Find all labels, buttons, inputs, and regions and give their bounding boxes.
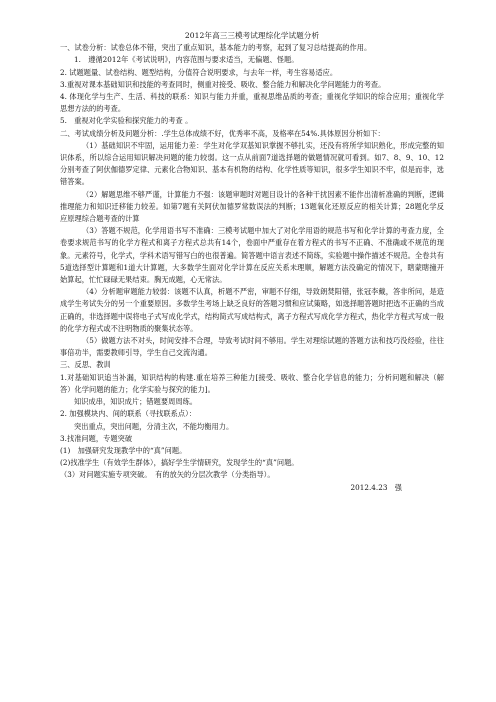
paragraph-reflection-3: 3.找准问题，专题突破 xyxy=(60,433,133,443)
paragraph-item-3: 3.重视对课本基础知识和技能的考查同时，侧重对接受、吸收、整合能力和解决化学问题能力的考查。 xyxy=(60,79,386,89)
paragraph-section-1-heading: 一、试卷分析：试卷总体不错，突出了重点知识，基本能力的考察，起到了复习总结提高的作用。 xyxy=(60,43,372,53)
paragraph-item-4: 4. 体现化学与生产、生活、科技的联系：知识与能力并重，重视思维品质的考查；重视化学知识的综合应用；重视化学思想方法的的考查。 xyxy=(60,92,444,114)
paragraph-item-2: 2. 试题题量、试卷结构、题型结构，分值符合说明要求，与去年一样，考生容易适应。 xyxy=(60,67,338,77)
paragraph-reflection-1-note: 知识成串，知识成片；错题要周周练。 xyxy=(74,397,198,407)
document-title: 2012年高三三模考试理综化学试题分析 xyxy=(184,31,320,40)
paragraph-reflection-1: 1.对基础知识追当补漏，知识结构的构建.重在培养三种能力[接受、吸收、整合化学信息的能力；分析问题和解决（解答）化学问题的能力；化学实验与探究的能力]。 xyxy=(60,372,444,394)
paragraph-section-2-heading: 二、考试成绩分析及问题分析：.学生总体成绩不好，优秀率不高，及格率在54%.具体原因分析如下： xyxy=(60,128,385,138)
paragraph-reflection-3-a: (1) 加强研究发现教学中的“真”问题。 xyxy=(60,445,187,455)
paragraph-section-3-heading: 三、反思、教训 xyxy=(60,360,111,370)
paragraph-reflection-2: 2. 加强模块内、间的联系（寻找联系点）： xyxy=(60,409,196,419)
paragraph-item-1: 1. 遵循2012年《考试说明》，内容范围与要求适当，无偏题、怪题。 xyxy=(74,55,299,65)
paragraph-analysis-2: （2）解题思维不够严谨，计算能力不强：该题审题时对题目设计的各种干扰因素不能作出清析准确的判断，逻辑推理能力和知识迁移能力较差。如第7题有关阿伏加德罗常数误法的判断；13题氧化还原反应的相关计算；28题化学反应原理综合题考查的计算 xyxy=(60,189,444,224)
paragraph-analysis-5: （5）做题方法不对头，时间安排不合理，导致考试时间不够用。学生对理综试题的答题方法和技巧没经验，往往事倍功半，需要教师引导，学生自己交流沟通。 xyxy=(60,336,444,358)
paragraph-reflection-3-c: （3）对问题实施专项突破。 有的放矢的分层次教学（分类指导）。 xyxy=(60,470,275,480)
paragraph-analysis-1: （1）基础知识不牢固，运用能力差：学生对化学双基知识掌握不够扎实，还没有将所学知识熟化，形成完整的知识体系，所以综合运用知识解决问题的能力较弱。这一点从前面7道选择题的做题情况就可看到。如7、8、9、10、12分别考查了阿伏伽德罗定律、元素化合物知识、基本有机物的结构、化学性质等知识，很多学生知识不牢，似是而非，选错答案。 xyxy=(60,140,444,187)
paragraph-analysis-4: （4）分析题审题能力较弱：该题不认真，析题不严密，审题不仔细，导致朗焚阳错，张冠李戴，答非所问，是造成学生考试失分的另一个重要原因。多数学生考场上缺乏良好的答题习惯和应试策略，如选择题答题时把选不正确的当成正确的，非选择题中误将电子式写成化学式，结构简式写成结构式，离子方程式写成化学方程式，热化学方程式写成一般的化学方程式或不注明物质的聚集状态等。 xyxy=(60,287,444,333)
signature-date: 2012.4.23 强 xyxy=(350,482,402,492)
paragraph-analysis-3: （3）答题不规范，化学用语书写不准确：三模考试题中加大了对化学用语的规范书写和化学计算的考查力度，全卷要求规范书写的化学方程式和离子方程式总共有14个，卷面中严重存在着方程式的书写不正确、不准确或不规范的现象。元素符号，化学式，学科术语写错写白的也很普遍。简答题中语言表述不简练，实验题中操作描述不规范。全卷共有5道选择型计算题和1道大计算题，大多数学生面对化学计算在反应关系未理顺，解题方法没确定的情况下，瞎蒙瞎撞开始算起，忙忙碌碌无果结束。胸无成题，心无常法。 xyxy=(60,226,444,285)
paragraph-reflection-2-note: 突出重点，突出问题，分清主次，不能均衡用力。 xyxy=(74,421,234,431)
paragraph-item-5: 5. 重视对化学实验和探究能力的考查 。 xyxy=(60,116,193,126)
document-body xyxy=(60,30,444,494)
paragraph-reflection-3-b: (2)找准学生（有效学生群体），搞好学生学情研究，发现学生的“真”问题。 xyxy=(60,458,299,468)
